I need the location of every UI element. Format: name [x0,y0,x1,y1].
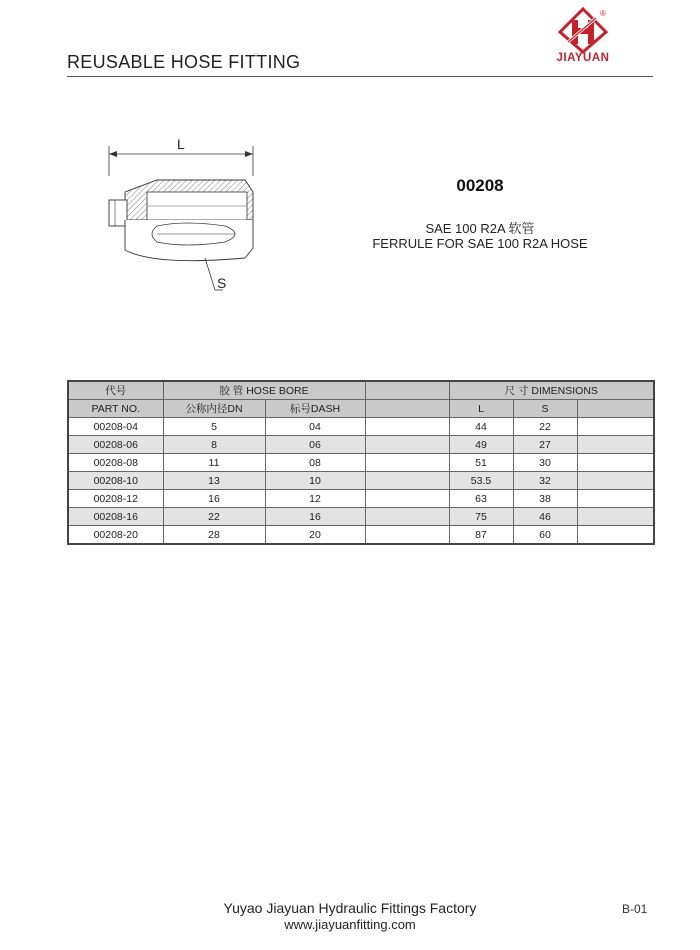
cell-dash: 08 [265,454,365,472]
table-header-row-2 [68,400,654,418]
header-dimensions: 尺 寸 DIMENSIONS [449,381,654,400]
cell-dn: 13 [163,472,265,490]
cell-l: 87 [449,526,513,545]
table-row [68,526,654,545]
cell-part: 00208-16 [68,508,163,526]
cell-blank [577,472,654,490]
cell-s: 32 [513,472,577,490]
cell-s: 30 [513,454,577,472]
cell-dash: 06 [265,436,365,454]
table-row [68,418,654,436]
cell-s: 38 [513,490,577,508]
cell-blank [577,508,654,526]
cell-dash: 20 [265,526,365,545]
footer-website: www.jiayuanfitting.com [284,917,416,932]
cell-s: 46 [513,508,577,526]
table-row [68,472,654,490]
cell-blank [365,472,449,490]
description-en: FERRULE FOR SAE 100 R2A HOSE [372,236,588,251]
header-blank [365,381,449,400]
header-dn: 公称内径DN [163,400,265,418]
page-title: REUSABLE HOSE FITTING [67,52,301,72]
header-blank [577,400,654,418]
cell-dn: 22 [163,508,265,526]
cell-blank [365,490,449,508]
cell-blank [365,418,449,436]
cell-dash: 16 [265,508,365,526]
cell-blank [365,454,449,472]
header-dash: 标号DASH [265,400,365,418]
table-row [68,436,654,454]
cell-blank [577,490,654,508]
cell-l: 44 [449,418,513,436]
dimension-label-l: L [177,136,185,152]
cell-dash: 10 [265,472,365,490]
cell-l: 75 [449,508,513,526]
cell-dn: 5 [163,418,265,436]
cell-l: 63 [449,490,513,508]
header-l: L [449,400,513,418]
table-header-row-1 [68,381,654,400]
cell-l: 53.5 [449,472,513,490]
cell-blank [365,436,449,454]
table-row [68,454,654,472]
footer-factory-name: Yuyao Jiayuan Hydraulic Fittings Factory [223,900,477,916]
cell-blank [577,436,654,454]
page-code: B-01 [622,902,648,916]
cell-blank [365,526,449,545]
brand-logo [538,6,628,72]
header-part-cn: 代号 [68,381,163,400]
title-divider [67,76,653,77]
cell-part: 00208-08 [68,454,163,472]
ferrule-drawing [95,130,275,300]
spec-table [67,380,655,545]
cell-blank [577,418,654,436]
logo-wordmark: JIAYUAN [556,52,610,64]
cell-dash: 12 [265,490,365,508]
cell-dash: 04 [265,418,365,436]
cell-s: 60 [513,526,577,545]
cell-part: 00208-20 [68,526,163,545]
cell-part: 00208-06 [68,436,163,454]
part-number: 00208 [456,176,504,195]
cell-part: 00208-10 [68,472,163,490]
table-row [68,490,654,508]
cell-blank [577,526,654,545]
dimension-label-s: S [217,275,227,291]
description-cn: SAE 100 R2A 软管 [425,221,535,236]
header-hose-bore: 胶 管 HOSE BORE [163,381,365,400]
table-row [68,508,654,526]
cell-blank [577,454,654,472]
cell-blank [365,508,449,526]
header-blank [365,400,449,418]
header-s: S [513,400,577,418]
cell-part: 00208-04 [68,418,163,436]
cell-dn: 28 [163,526,265,545]
cell-dn: 11 [163,454,265,472]
cell-s: 22 [513,418,577,436]
cell-s: 27 [513,436,577,454]
cell-dn: 8 [163,436,265,454]
header-part-no: PART NO. [68,400,163,418]
registered-mark: ® [600,9,606,18]
cell-l: 51 [449,454,513,472]
cell-part: 00208-12 [68,490,163,508]
cell-dn: 16 [163,490,265,508]
cell-l: 49 [449,436,513,454]
jiayuan-logo-icon [538,6,628,54]
